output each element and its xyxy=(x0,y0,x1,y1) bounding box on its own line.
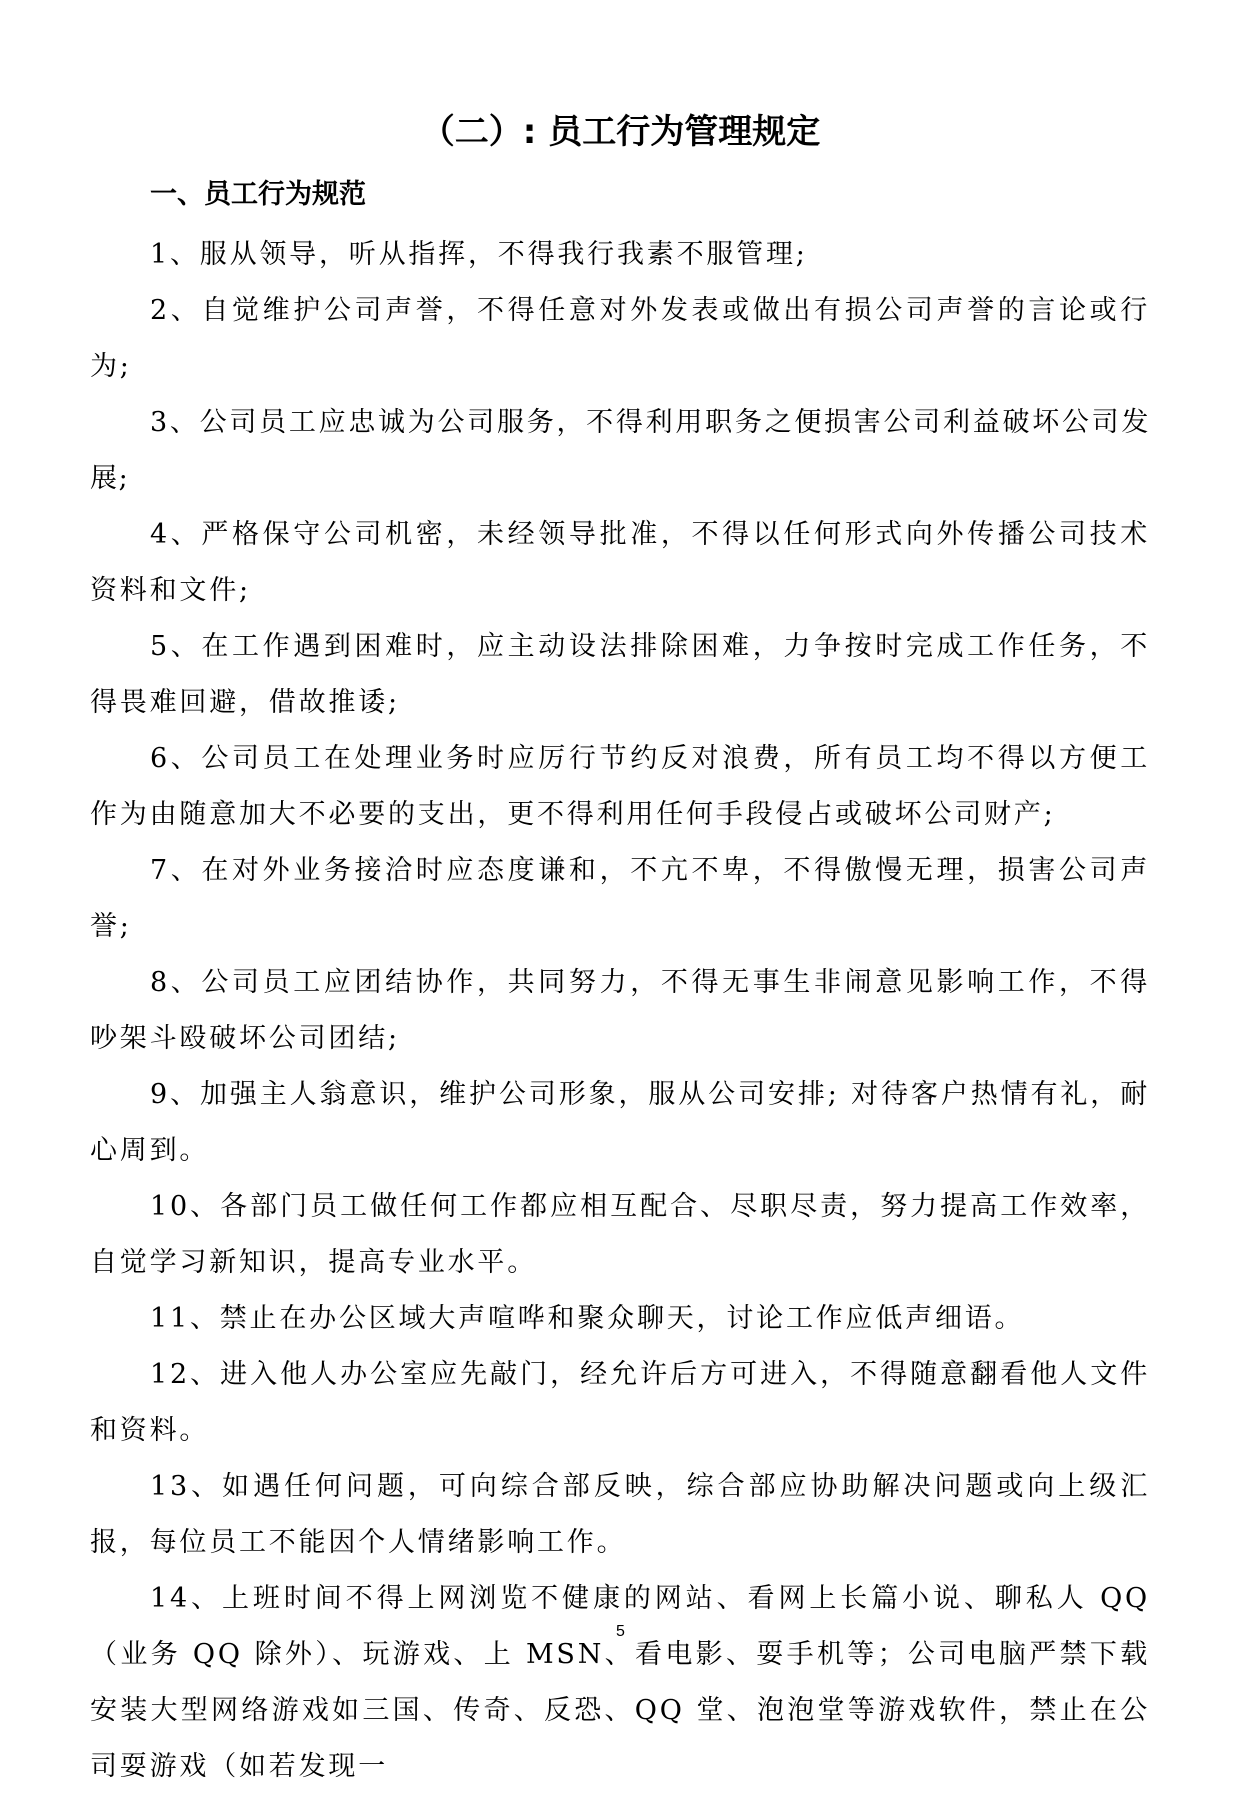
rule-paragraph-13: 13、如遇任何问题，可向综合部反映，综合部应协助解决问题或向上级汇报，每位员工不能因个人情绪影响工作。 xyxy=(90,1471,1150,1558)
rule-paragraph-11: 11、禁止在办公区域大声喧哗和聚众聊天，讨论工作应低声细语。 xyxy=(150,1303,1025,1334)
rule-paragraph-1: 1、服从领导，听从指挥，不得我行我素不服管理; xyxy=(150,239,808,270)
rule-paragraph-9: 9、加强主人翁意识，维护公司形象，服从公司安排; 对待客户热情有礼，耐心周到。 xyxy=(90,1079,1150,1166)
page-number: 5 xyxy=(616,1623,625,1640)
rule-paragraph-6: 6、公司员工在处理业务时应厉行节约反对浪费，所有员工均不得以方便工作为由随意加大不必要的支出，更不得利用任何手段侵占或破坏公司财产; xyxy=(90,743,1150,830)
document-body xyxy=(90,227,1150,1795)
rule-paragraph-4: 4、严格保守公司机密，未经领导批准，不得以任何形式向外传播公司技术资料和文件; xyxy=(90,519,1150,606)
rule-paragraph-12: 12、进入他人办公室应先敲门，经允许后方可进入，不得随意翻看他人文件和资料。 xyxy=(90,1359,1150,1446)
rule-paragraph-14: 14、上班时间不得上网浏览不健康的网站、看网上长篇小说、聊私人 QQ（业务 QQ 除外）、玩游戏、上 MSN、看电影、耍手机等；公司电脑严禁下载安装大型网络游戏如三国、传奇、反恐、QQ 堂、泡泡堂等游戏软件，禁止在公司耍游戏（如若发现一 xyxy=(90,1583,1150,1782)
section-heading: 一、员工行为规范 xyxy=(150,179,366,210)
page-title: （二）: 员工行为管理规定 xyxy=(420,112,821,152)
rule-paragraph-10: 10、各部门员工做任何工作都应相互配合、尽职尽责，努力提高工作效率，自觉学习新知识，提高专业水平。 xyxy=(90,1191,1150,1278)
rule-paragraph-3: 3、公司员工应忠诚为公司服务，不得利用职务之便损害公司利益破坏公司发展; xyxy=(90,407,1150,494)
rule-paragraph-2: 2、自觉维护公司声誉，不得任意对外发表或做出有损公司声誉的言论或行为; xyxy=(90,295,1150,382)
rule-paragraph-5: 5、在工作遇到困难时，应主动设法排除困难，力争按时完成工作任务，不得畏难回避，借故推诿; xyxy=(90,631,1150,718)
rule-paragraph-8: 8、公司员工应团结协作，共同努力，不得无事生非闹意见影响工作，不得吵架斗殴破坏公司团结; xyxy=(90,967,1150,1054)
rule-paragraph-7: 7、在对外业务接洽时应态度谦和，不亢不卑，不得傲慢无理，损害公司声誉; xyxy=(90,855,1150,942)
